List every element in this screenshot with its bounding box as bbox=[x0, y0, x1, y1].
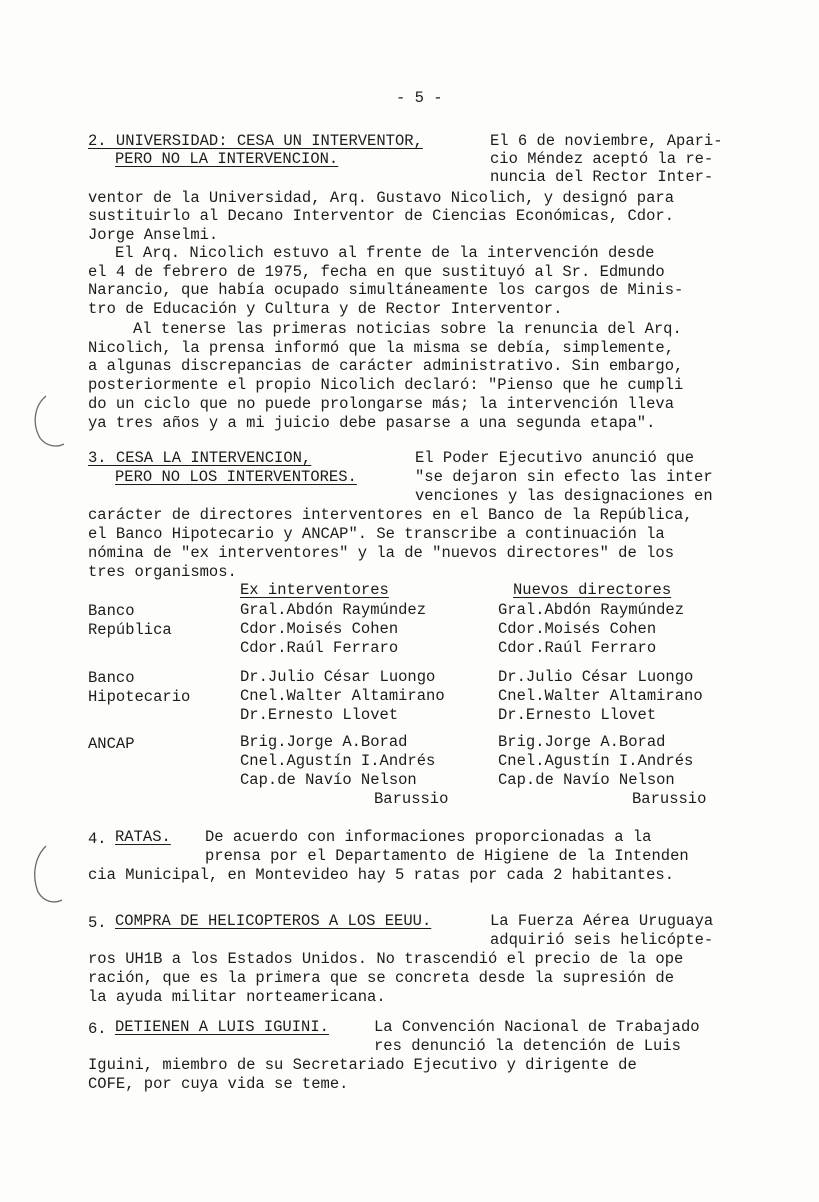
section-2-body-line: El Arq. Nicolich estuvo al frente de la intervención desde bbox=[115, 244, 655, 262]
org-label: Hipotecario bbox=[88, 688, 191, 706]
section-2-body-line: ventor de la Universidad, Arq. Gustavo Nicolich, y designó para bbox=[88, 189, 674, 207]
table-header-new: Nuevos directores bbox=[513, 581, 672, 599]
section-3-intro-1: El Poder Ejecutivo anunció que bbox=[415, 449, 695, 467]
section-4-title: RATAS. bbox=[115, 828, 171, 846]
section-5-number: 5. bbox=[88, 914, 107, 932]
section-6-line: La Convención Nacional de Trabajado bbox=[374, 1018, 700, 1036]
section-2-body-line: a algunas discrepancias de carácter administrativo. Sin embargo, bbox=[88, 357, 684, 375]
section-2-intro-3: nuncia del Rector Inter- bbox=[490, 168, 714, 186]
section-5-line: la ayuda militar norteamericana. bbox=[88, 988, 386, 1006]
section-2-intro-2: cio Méndez aceptó la re- bbox=[490, 150, 714, 168]
org-label: ANCAP bbox=[88, 735, 135, 753]
ex-name: Cnel.Walter Altamirano bbox=[240, 687, 445, 705]
margin-bracket-mark-1 bbox=[28, 392, 68, 452]
new-name: Cdor.Moisés Cohen bbox=[498, 620, 657, 638]
section-3-intro-2: "se dejaron sin efecto las inter bbox=[415, 468, 713, 486]
section-2-body-line: Narancio, que había ocupado simultáneamente los cargos de Minis- bbox=[88, 281, 684, 299]
section-2-intro-1: El 6 de noviembre, Apari- bbox=[490, 132, 723, 150]
section-5-line: ración, que es la primera que se concreta desde la supresión de bbox=[88, 969, 674, 987]
new-name: Brig.Jorge A.Borad bbox=[498, 733, 666, 751]
section-6-title: DETIENEN A LUIS IGUINI. bbox=[115, 1018, 329, 1036]
new-name: Barussio bbox=[632, 790, 707, 808]
section-3-body-line: tres organismos. bbox=[88, 563, 237, 581]
section-2-heading-line-1 bbox=[88, 134, 423, 150]
section-2-body-line: ya tres años y a mi juicio debe pasarse a una segunda etapa". bbox=[88, 414, 656, 432]
section-6-number: 6. bbox=[88, 1020, 107, 1038]
section-3-heading-line-1: 3. CESA LA INTERVENCION, bbox=[88, 449, 312, 467]
section-6-line: res denunció la detención de Luis bbox=[374, 1037, 681, 1055]
section-6-line: COFE, por cuya vida se teme. bbox=[88, 1075, 349, 1093]
table-header-ex: Ex interventores bbox=[240, 581, 389, 599]
section-2-body-line: Al tenerse las primeras noticias sobre la renuncia del Arq. bbox=[133, 320, 682, 338]
new-name: Gral.Abdón Raymúndez bbox=[498, 601, 685, 619]
section-5-line: adquirió seis helicópte- bbox=[490, 931, 714, 949]
org-label: Banco bbox=[88, 669, 135, 687]
ex-name: Brig.Jorge A.Borad bbox=[240, 733, 408, 751]
ex-name: Cap.de Navío Nelson bbox=[240, 771, 417, 789]
ex-name: Cnel.Agustín I.Andrés bbox=[240, 752, 436, 770]
section-3-body-line: el Banco Hipotecario y ANCAP". Se transcribe a continuación la bbox=[88, 525, 665, 543]
section-2-heading-text-1: 2. UNIVERSIDAD: CESA UN INTERVENTOR, bbox=[88, 132, 423, 150]
section-2-body-line: sustituirlo al Decano Interventor de Ciencias Económicas, Cdor. bbox=[88, 207, 674, 225]
margin-bracket-mark-2 bbox=[26, 842, 66, 908]
ex-name: Gral.Abdón Raymúndez bbox=[240, 601, 427, 619]
ex-name: Dr.Ernesto Llovet bbox=[240, 706, 399, 724]
org-label: Banco bbox=[88, 602, 135, 620]
new-name: Cap.de Navío Nelson bbox=[498, 771, 675, 789]
section-3-body-line: carácter de directores interventores en el Banco de la República, bbox=[88, 506, 693, 524]
section-2-body-line: tro de Educación y Cultura y de Rector Interventor. bbox=[88, 300, 563, 318]
page-number: - 5 - bbox=[396, 89, 443, 107]
org-label: República bbox=[88, 621, 172, 639]
new-name: Dr.Ernesto Llovet bbox=[498, 706, 657, 724]
section-4-line: prensa por el Departamento de Higiene de la Intenden bbox=[205, 847, 689, 865]
section-2-heading-line-2: PERO NO LA INTERVENCION. bbox=[115, 150, 339, 168]
section-6-line: Iguini, miembro de su Secretariado Ejecutivo y dirigente de bbox=[88, 1056, 637, 1074]
new-name: Dr.Julio César Luongo bbox=[498, 668, 694, 686]
section-3-intro-3: venciones y las designaciones en bbox=[415, 487, 713, 505]
section-3-heading-line-2: PERO NO LOS INTERVENTORES. bbox=[115, 468, 357, 486]
section-5-title: COMPRA DE HELICOPTEROS A LOS EEUU. bbox=[115, 912, 432, 930]
section-4-line: De acuerdo con informaciones proporcionadas a la bbox=[205, 828, 652, 846]
ex-name: Cdor.Moisés Cohen bbox=[240, 620, 399, 638]
ex-name: Dr.Julio César Luongo bbox=[240, 668, 436, 686]
section-2-body-line: do un ciclo que no puede prolongarse más; la intervención lleva bbox=[88, 395, 674, 413]
section-4-line: cia Municipal, en Montevideo hay 5 ratas por cada 2 habitantes. bbox=[88, 866, 674, 884]
section-2-body-line: Nicolich, la prensa informó que la misma se debía, simplemente, bbox=[88, 339, 674, 357]
section-2-body-line: Jorge Anselmi. bbox=[88, 226, 219, 244]
section-5-line: La Fuerza Aérea Uruguaya bbox=[490, 912, 714, 930]
section-5-line: ros UH1B a los Estados Unidos. No trascendió el precio de la ope bbox=[88, 950, 684, 968]
section-2-body-line: posteriormente el propio Nicolich declaró: "Pienso que he cumpli bbox=[88, 376, 684, 394]
section-2-body-line: el 4 de febrero de 1975, fecha en que sustituyó al Sr. Edmundo bbox=[88, 263, 665, 281]
new-name: Cdor.Raúl Ferraro bbox=[498, 639, 657, 657]
ex-name: Cdor.Raúl Ferraro bbox=[240, 639, 399, 657]
new-name: Cnel.Walter Altamirano bbox=[498, 687, 703, 705]
section-3-body-line: nómina de "ex interventores" y la de "nuevos directores" de los bbox=[88, 544, 674, 562]
new-name: Cnel.Agustín I.Andrés bbox=[498, 752, 694, 770]
section-4-number: 4. bbox=[88, 830, 107, 848]
ex-name: Barussio bbox=[374, 790, 449, 808]
